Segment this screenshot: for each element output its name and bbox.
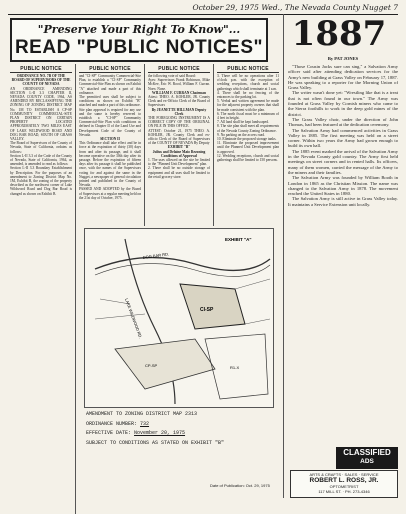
notice-paragraph: and "CI-SP" Community Commercial-Site Plan, to establish a "CI-SP" Community Commercial-Site Plan as shown on Exhibit "A" attached and made a part of this ordinance. [79, 74, 141, 95]
notice-paragraph: the following vote of said Board: [148, 74, 196, 78]
amendment-value: "B" [215, 439, 225, 446]
notice-paragraph: EXHIBIT "B" [167, 145, 191, 150]
article-paragraph: "Those Cousin Jacks sure can sing," a Salvation Army officer said after attending dedication services for the Army's new building at Grass Valley on February 17, 1887. He was speaking to a reporter for the Morning Union of Grass Valley. [288, 64, 398, 91]
notice-paragraph: Ayes: Supervisors Frank Robinson, Mike McKee, Eric W. Rood, William F. Curran. Noes: None. [148, 78, 210, 91]
column-3-text [148, 74, 210, 224]
article-paragraph: The Grass Valley choir, under the direction of John Thomas, had been featured at the dedication ceremony. [288, 116, 398, 128]
notice-paragraph: 4. There shall be no fencing of the entrances to the parking lot. [217, 90, 279, 100]
notice-paragraph: 3. There will be no operations after 11 o'clock p.m. with the exception of wedding receptions, church and social gatherings which shall terminate at 1 a.m. [217, 74, 279, 91]
article-paragraph: The Salvation Army is still active in Grass Valley today. It maintains a Service Extension unit locally. [288, 196, 398, 207]
column-1-head: PUBLIC NOTICE [10, 66, 72, 73]
column-divider [75, 64, 76, 514]
notice-paragraph: 8. The site plan shall meet all requirements of the Nevada County Zoning Ordinance. [217, 124, 279, 133]
notice-paragraph: 11. Eliminate the proposed improvement until the Planned Unit Development plan is approved. [217, 141, 279, 154]
page-header: October 29, 1975 Wed., The Nevada County Nugget 7 [8, 2, 398, 15]
notice-paragraph: The permitted uses shall be subject to conditions as shown on Exhibit "B" attached and made a part of this ordinance. [79, 95, 141, 108]
notice-paragraph: This Ordinance shall take effect and be in force at the expiration of thirty (30) days from and after its passage, and it shall become operative on the 30th day after its passage. Before the expiration of fifteen days after its passage it shall be published once, with the names of the Supervisors voting for and against the same in the Nugget, a newspaper of general circulation printed and published in the County of Nevada. [79, 141, 141, 188]
notice-paragraph: 9. No parking on the access road. [217, 132, 265, 137]
column-1-text [10, 74, 72, 224]
road-label: LAKE WILDWOOD RD. [124, 297, 144, 340]
notice-paragraph: Section L-II 3.3 of the Code of the County of Nevada, State of California, 1964, as amended, is amended to read as follows: [10, 153, 72, 167]
notice-paragraph: AN ORDINANCE AMENDING SECTION L-II 3.3 CHAPTER II, NEVADA COUNTY CODE, 1964, AS AMENDED BY RECLASSIFYING THE ZONING OF ZONING DISTRICT MAP No. 1M TO ESTABLISH A CP-SP COMMUNITY COMMERCIAL-SITE PLAN DISTRICT ON CERTAIN PROPERTY LOCATED APPROXIMATELY TWO MILES EAST OF LAKE WILDWOOD ROAD AND DOG BAR ROAD, SOUTH OF GRASS VALLEY. [10, 86, 72, 142]
zone-label: CI-SP [200, 307, 214, 313]
column-4-head: PUBLIC NOTICE [217, 66, 279, 73]
amendment-row [86, 420, 276, 430]
zoning-map [84, 228, 274, 408]
amendment-value: 732 [140, 420, 150, 427]
amendment-label: AMENDMENT TO ZONING DISTRICT MAP [86, 411, 183, 417]
byline: By PAT JONES [327, 56, 359, 61]
ad-title: OPTOMETRIST [329, 484, 359, 489]
ad-tagline: ARTS & CRAFTS · SALES · SERVICE [309, 472, 379, 477]
column-4-text [217, 74, 279, 224]
column-divider [144, 64, 145, 226]
ad-address: 117 MILL ST. · PH. 273-4346 [318, 489, 370, 494]
amendment-label: SUBJECT TO CONDITIONS AS STATED ON EXHIBIT [86, 439, 213, 446]
zone-label: R1-X [230, 365, 240, 370]
banner-title: READ "PUBLIC NOTICES" [14, 37, 264, 58]
amendment-row [86, 429, 276, 439]
zone-label: CP-SP [145, 363, 158, 368]
article-paragraph: The Salvation Army had commenced activities in Grass Valley in 1885. The first meeting was held on a street corner. Within two years the Army had grown enough to build its own hall. [288, 127, 398, 149]
classified-title: CLASSIFIED [343, 448, 391, 457]
publication-date: Date of Publication: Oct. 29, 1975 [210, 483, 270, 488]
column-2-head: PUBLIC NOTICE [79, 66, 141, 73]
notice-paragraph: 10. Eliminate the proposed storage tanks. [217, 137, 277, 142]
notice-paragraph: PASSED AND ADOPTED by the Board of Supervisors at a regular meeting held on the 21st day of October, 1975. [79, 187, 141, 200]
notice-paragraph: ORDINANCE NO. 7B OF THE BOARD OF SUPERVISORS OF THE COUNTY OF NEVADA [11, 74, 71, 87]
classified-subtitle: ADS [360, 458, 374, 465]
classified-ads-badge [336, 447, 398, 469]
column-2-text [79, 74, 141, 224]
amendment-label: ORDINANCE NUMBER: [86, 420, 138, 427]
article-paragraph: The Salvation Army was founded by William Booth in London in 1865 as the Christian Mission. The name was changed to the Salvation Army in 1878. The movement reached the United States in 1880. [288, 175, 398, 197]
amendment-info [86, 410, 276, 455]
amendment-value: November 20, 1975 [134, 430, 186, 436]
notice-paragraph: By JEANETTE HILLMAN Deputy Clerk [151, 107, 207, 116]
feature-article-text [288, 64, 398, 444]
column-3-head: PUBLIC NOTICE [148, 66, 210, 73]
notice-paragraph: Julius and Delaine Maio Rezoning Conditions of Approval [152, 149, 206, 158]
column-divider [213, 64, 214, 226]
notice-paragraph: 2. There shall be no outside storage of equipment and all uses shall be limited to the retail grocery store. [148, 166, 210, 179]
column-divider [283, 14, 284, 498]
amendment-row [86, 439, 276, 449]
notice-paragraph: Section L-II 3.3 Boundary Establishment by Description. For the purposes of an amendment to Zoning District Map No. 1M, Exhibit B, the zoning of the property described as the northwest corner of Lake Wildwood Road and Dog Bar Road is changed as shown on Exhibit B. [10, 166, 72, 196]
exhibit-label: EXHIBIT "A" [225, 237, 252, 242]
notice-paragraph: The Board of Supervisors of the County of Nevada, State of California, ordains as follows: [10, 141, 72, 154]
notice-paragraph: 6. The north fiscal must be a minimum of 4 feet in height. [217, 111, 279, 121]
article-paragraph: The writer wasn't done yet: "Wrestling like that is a treat that is not often found in our town." The Army was founded at Grass Valley by Cornish miners who came to the Sierra foothills to work in the deep gold mines of the district. [288, 90, 398, 117]
amendment-value: 2313 [185, 411, 198, 417]
notice-paragraph: ATTEST: October 21, 1975 THEO. A. KOHLER, JR. County Clerk and ex-officio Clerk of the Board of Supervisors of the COUNTY OF NEVADA By Deputy [148, 128, 210, 146]
notice-paragraph: SECTION II [100, 137, 120, 142]
notice-paragraph: 12. Wedding receptions, church and social gatherings shall be limited to 150 persons. [217, 153, 279, 163]
road-label: DOG BAR RD. [142, 251, 170, 260]
ad-name: ROBERT L. ROSS, JR. [309, 477, 379, 484]
optometrist-ad [290, 470, 398, 498]
notice-paragraph: 1. The uses allowed on the site be limited to the "Planned Unit Development" plan. [148, 158, 210, 167]
notice-paragraph: 5. Verbal and written agreement be made for the adjacent property owners that shall be made consistent with the plan. [217, 99, 279, 112]
notice-paragraph: THE FOREGOING INSTRUMENT IS A CORRECT COPY OF THE ORIGINAL ON FILE IN THIS OFFICE. [148, 116, 210, 129]
amendment-row [86, 410, 276, 420]
public-notices-banner [10, 18, 268, 62]
banner-tagline: "Preserve Your Right To Know"... [37, 23, 241, 36]
notice-paragraph: WILLIAM F. CURRAN Chairman [152, 90, 206, 95]
article-paragraph: The 1885 event marked the arrival of the Salvation Army in the Nevada County gold country. The Army first held meetings on street corners and in rented halls. Its officers, many of them women, carried the message of the Army to the miners and their families. [288, 148, 398, 175]
notice-paragraph: 7. All land shall be kept landscaped. [217, 120, 269, 125]
notice-paragraph: Attest: THEO. A. KOHLER, JR. County Clerk and ex-Officio Clerk of the Board of Supervisors [148, 95, 210, 108]
map-background [85, 229, 273, 407]
amendment-label: EFFECTIVE DATE: [86, 430, 132, 436]
notice-paragraph: Site plan approval is required for any use and the same is hereby reserved to establish a "CI-SP" Community Commercial-Site Plan with conditions as defined in Chapter II of the Land Use and Development Code of the County of Nevada. [79, 107, 141, 137]
year-heading: 1887 [291, 14, 387, 54]
zoning-map-drawing [85, 229, 273, 407]
